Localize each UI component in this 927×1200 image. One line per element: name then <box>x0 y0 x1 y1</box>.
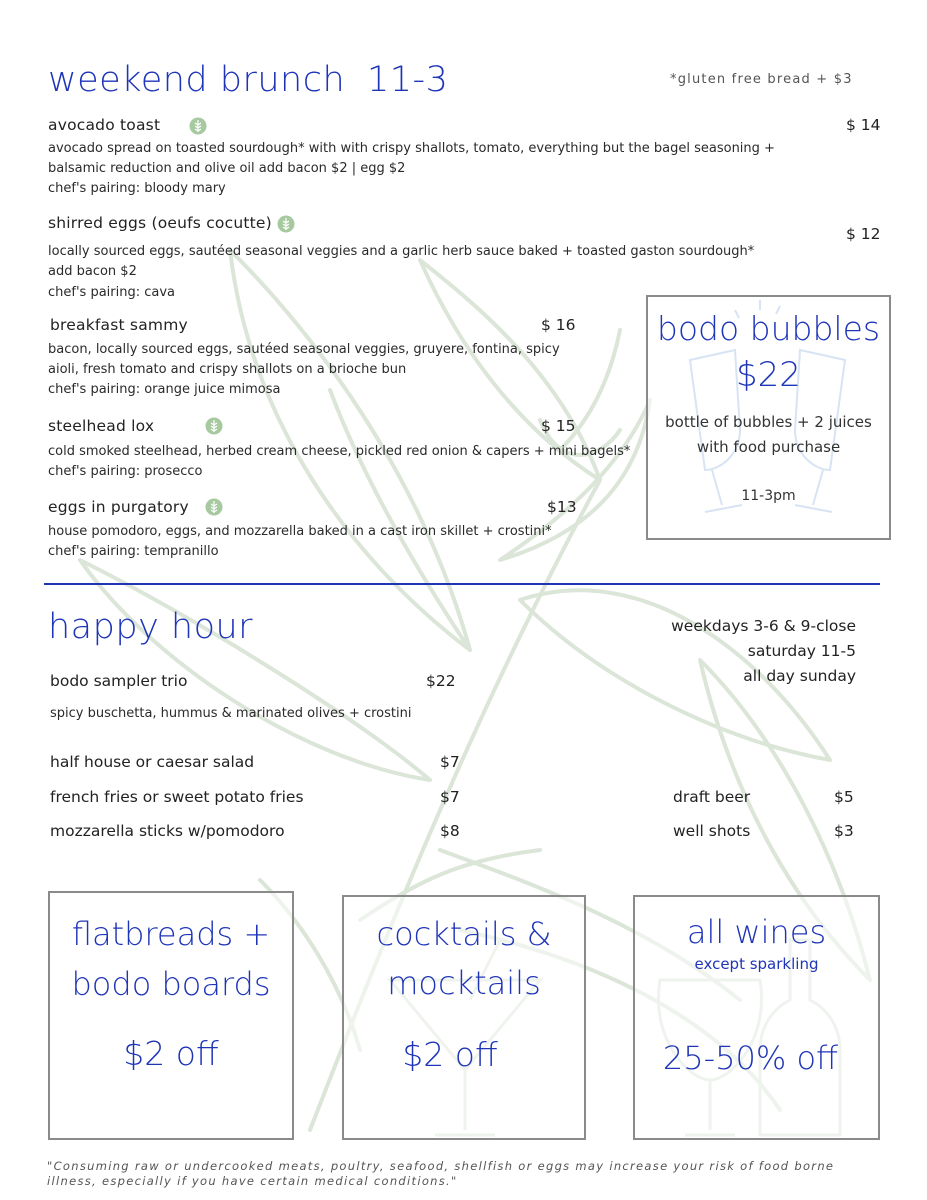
happy-hour-item: french fries or sweet potato fries <box>50 788 304 806</box>
drink-item: draft beer <box>673 788 751 806</box>
schedule-line: saturday 11-5 <box>747 642 856 660</box>
chef-pairing: chef's pairing: orange juice mimosa <box>48 382 281 397</box>
section-divider <box>44 583 880 585</box>
special-line1: all wines <box>686 913 827 951</box>
sampler-desc: spicy buschetta, hummus & marinated olives + crostini <box>50 706 412 721</box>
drink-item: well shots <box>673 822 751 840</box>
brunch-hours: 11-3 <box>367 60 449 100</box>
menu-item-desc: locally sourced eggs, sautéed seasonal veggies and a garlic herb sauce baked + toasted gaston sourdough* <box>48 244 755 259</box>
menu-item-desc: house pomodoro, eggs, and mozzarella baked in a cast iron skillet + crostini* <box>48 524 552 539</box>
menu-item-price: $ 12 <box>846 225 881 243</box>
chef-pairing: chef's pairing: prosecco <box>48 464 203 479</box>
menu-item-price: $ 16 <box>541 316 576 334</box>
schedule-line: all day sunday <box>743 667 856 685</box>
menu-item-desc: avocado spread on toasted sourdough* with with crispy shallots, tomato, everything but the bagel seasoning + <box>48 141 775 156</box>
menu-item-desc: cold smoked steelhead, herbed cream cheese, pickled red onion & capers + mini bagels* <box>48 444 631 459</box>
special-box-cocktails <box>342 895 586 1140</box>
drink-price: $3 <box>834 822 854 840</box>
menu-item-desc: balsamic reduction and olive oil add bacon $2 | egg $2 <box>48 161 406 176</box>
bubbles-title: bodo bubbles <box>656 309 881 348</box>
special-deal: 25-50% off <box>662 1039 839 1077</box>
happy-hour-item: mozzarella sticks w/pomodoro <box>50 822 285 840</box>
special-line2: mocktails <box>387 964 541 1002</box>
sampler-price: $22 <box>426 672 456 690</box>
gluten-free-icon <box>205 417 223 435</box>
menu-item-name: breakfast sammy <box>50 316 188 334</box>
menu-item-name: steelhead lox <box>48 417 155 435</box>
menu-item-name: eggs in purgatory <box>48 498 189 516</box>
food-safety-disclaimer: "Consuming raw or undercooked meats, poultry, seafood, shellfish or eggs may increase your risk of food borne illness, especially if you have certain medical conditions." <box>47 1159 835 1188</box>
bubbles-line1: bottle of bubbles + 2 juices <box>665 413 872 431</box>
bubbles-line2: with food purchase <box>696 438 841 456</box>
chef-pairing: chef's pairing: bloody mary <box>48 181 226 196</box>
gluten-free-note: *gluten free bread + $3 <box>670 72 853 87</box>
happy-hour-title: happy hour <box>48 607 254 647</box>
menu-item-name: avocado toast <box>48 116 161 134</box>
special-deal: $2 off <box>402 1035 498 1074</box>
drink-price: $5 <box>834 788 854 806</box>
gluten-free-icon <box>205 498 223 516</box>
gluten-free-icon <box>189 117 207 135</box>
bodo-bubbles-box <box>646 295 891 540</box>
bubbles-hours: 11-3pm <box>741 488 796 504</box>
schedule-line: weekdays 3-6 & 9-close <box>671 617 856 635</box>
happy-hour-price: $8 <box>440 822 460 840</box>
chef-pairing: chef's pairing: cava <box>48 285 176 300</box>
menu-item-desc: bacon, locally sourced eggs, sautéed seasonal veggies, gruyere, fontina, spicy <box>48 342 560 357</box>
brunch-title: weekend brunch <box>48 60 346 100</box>
happy-hour-price: $7 <box>440 788 460 806</box>
happy-hour-item: half house or caesar salad <box>50 753 255 771</box>
menu-item-price: $ 15 <box>541 417 576 435</box>
special-line1: flatbreads + <box>71 915 271 953</box>
happy-hour-price: $7 <box>440 753 460 771</box>
bubbles-price: $22 <box>736 355 801 395</box>
special-line1: cocktails & <box>376 915 552 953</box>
menu-item-price: $13 <box>547 498 577 516</box>
special-box-flatbreads <box>48 891 294 1140</box>
sampler-name: bodo sampler trio <box>50 672 188 690</box>
special-subtitle: except sparkling <box>694 955 819 973</box>
special-deal: $2 off <box>123 1034 219 1073</box>
menu-item-price: $ 14 <box>846 116 881 134</box>
menu-item-desc: add bacon $2 <box>48 264 137 279</box>
menu-item-desc: aioli, fresh tomato and crispy shallots on a brioche bun <box>48 362 407 377</box>
special-box-wines <box>633 895 880 1140</box>
gluten-free-icon <box>277 215 295 233</box>
chef-pairing: chef's pairing: tempranillo <box>48 544 219 559</box>
special-line2: bodo boards <box>71 965 271 1003</box>
menu-item-name: shirred eggs (oeufs cocutte) <box>48 214 272 232</box>
